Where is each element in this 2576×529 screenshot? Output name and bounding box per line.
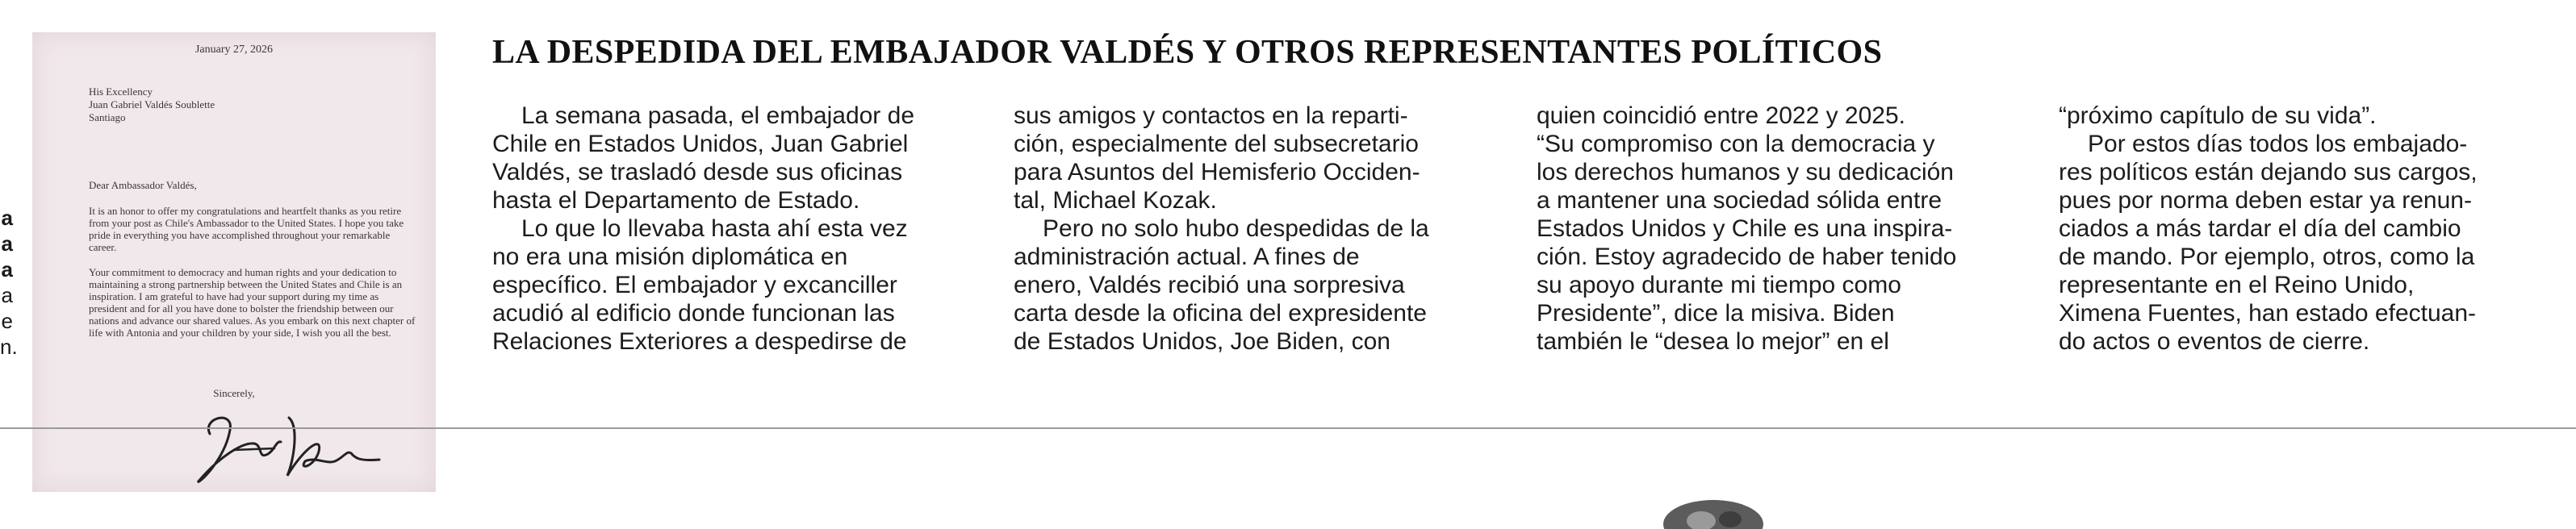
column-line: ción, especialmente del subsecretario (1014, 131, 1419, 157)
column-line: Pero no solo hubo despedidas de la (1043, 215, 1429, 242)
column-line: enero, Valdés recibió una sorpresiva (1014, 272, 1405, 298)
letter-date: January 27, 2026 (194, 44, 274, 56)
article-column-4 (2059, 102, 2520, 356)
letter-address-line: His Excellency (89, 85, 153, 98)
column-line: no era una misión diplomática en (492, 244, 848, 270)
column-line: administración actual. A fines de (1014, 244, 1360, 270)
letter-closing: Sincerely, (213, 387, 255, 399)
letter-paragraph: Your commitment to democracy and human rights and your dedication to maintaining a strong partnership between the United States and Chile is an inspiration. I am grateful to have had your support during my time as president and for all you have done to bolster the friendship between our nations and advance our shared values. As you embark on this next chapter of life with Antonia and your children by your side, I wish you all the best. (89, 266, 416, 339)
column-line: de Estados Unidos, Joe Biden, con (1014, 328, 1390, 355)
section-divider (0, 427, 2576, 429)
column-line: pues por norma deben estar ya renun- (2059, 187, 2472, 214)
edge-fragment: a (1, 231, 13, 256)
column-line: hasta el Departamento de Estado. (492, 187, 860, 214)
edge-text-fragments (0, 205, 18, 360)
column-line: acudió al edificio donde funcionan las (492, 300, 895, 327)
letter-paragraph: It is an honor to offer my congratulations and heartfelt thanks as you retire from your post as Chile's Ambassador to the United States. I hope you take pride in everything you have accomplished throughout your remarkable career. (89, 205, 404, 253)
letter-address (89, 85, 215, 124)
edge-fragment: a (1, 206, 13, 230)
column-line: Por estos días todos los embajado- (2088, 131, 2468, 157)
article-column-2 (1014, 102, 1475, 356)
column-line: a mantener una sociedad sólida entre (1537, 187, 1942, 214)
column-line: para Asuntos del Hemisferio Occiden- (1014, 159, 1420, 185)
column-line: Estados Unidos y Chile es una inspira- (1537, 215, 1953, 242)
column-line: Chile en Estados Unidos, Juan Gabriel (492, 131, 909, 157)
column-line: de mando. Por ejemplo, otros, como la (2059, 244, 2475, 270)
column-line: “próximo capítulo de su vida”. (2059, 102, 2377, 129)
column-line: representante en el Reino Unido, (2059, 272, 2415, 298)
column-line: carta desde la oficina del expresidente (1014, 300, 1427, 327)
edge-fragment: a (1, 283, 13, 307)
column-line: Presidente”, dice la misiva. Biden (1537, 300, 1895, 327)
column-line: los derechos humanos y su dedicación (1537, 159, 1954, 185)
column-line: “Su compromiso con la democracia y (1537, 131, 1935, 157)
column-line: Relaciones Exteriores a despedirse de (492, 328, 907, 355)
column-line: do actos o eventos de cierre. (2059, 328, 2370, 355)
letter-image (32, 32, 436, 492)
letter-address-line: Santiago (89, 111, 126, 123)
column-line: ciados a más tardar el día del cambio (2059, 215, 2461, 242)
column-line: ción. Estoy agradecido de haber tenido (1537, 244, 1957, 270)
column-line: res políticos están dejando sus cargos, (2059, 159, 2478, 185)
column-line: Lo que lo llevaba hasta ahí esta vez (521, 215, 908, 242)
column-line: específico. El embajador y excanciller (492, 272, 897, 298)
article-headline: LA DESPEDIDA DEL EMBAJADOR VALDÉS Y OTROS REPRESENTANTES POLÍTICOS (492, 34, 1883, 71)
edge-fragment: n. (0, 335, 18, 359)
letter-salutation: Dear Ambassador Valdés, (89, 179, 197, 191)
edge-fragment: a (1, 257, 13, 281)
article-column-1 (492, 102, 954, 356)
column-line: quien coincidió entre 2022 y 2025. (1537, 102, 1906, 129)
column-line: también le “desea lo mejor” en el (1537, 328, 1889, 355)
article-column-3 (1537, 102, 1998, 356)
column-line: sus amigos y contactos en la reparti- (1014, 102, 1408, 129)
column-line: su apoyo durante mi tiempo como (1537, 272, 1901, 298)
signature-image (186, 402, 395, 490)
letter-address-line: Juan Gabriel Valdés Soublette (89, 98, 215, 110)
column-line: La semana pasada, el embajador de (521, 102, 915, 129)
column-line: Ximena Fuentes, han estado efectuan- (2059, 300, 2477, 327)
edge-fragment: e (1, 309, 13, 333)
column-line: Valdés, se trasladó desde sus oficinas (492, 159, 903, 185)
partial-photo (1661, 497, 1766, 529)
column-line: tal, Michael Kozak. (1014, 187, 1217, 214)
